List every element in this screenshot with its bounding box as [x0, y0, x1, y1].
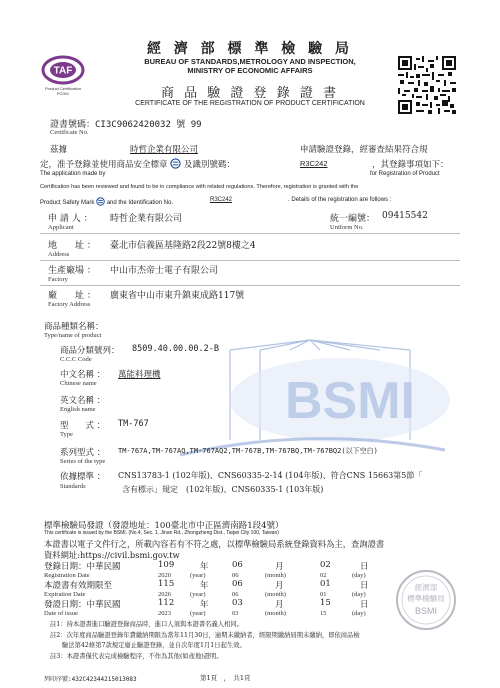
intro-en-1a: The application made by — [40, 171, 106, 177]
expiration-month-en: 06 — [232, 591, 239, 598]
issuing-office: 標準檢驗局發證（發證地址：100臺北市中正區濟南路1段4號） — [44, 521, 284, 531]
address-label: 地 址 ： — [48, 241, 96, 251]
qr-code-icon — [398, 56, 456, 114]
registration-day-en: 02 — [320, 572, 327, 579]
intro-company: 時哲企業有限公司 — [130, 145, 199, 155]
applicant-value: 時哲企業有限公司 — [110, 214, 183, 224]
day-en-label: (day) — [352, 572, 366, 579]
intro-2-text: 定，准予登錄並使用商品安全標章 — [40, 160, 168, 170]
intro-2-start — [40, 158, 235, 170]
issue-day: 15 — [320, 598, 331, 608]
year-en-label: (year) — [190, 610, 206, 617]
year-en-label: (year) — [190, 572, 206, 579]
model-en: Type — [60, 431, 73, 438]
registration-month: 06 — [232, 560, 243, 570]
print-serial-number: 列印序號:432C42344215013083 — [44, 676, 137, 683]
divider — [40, 260, 460, 261]
registration-year-en: 2020 — [158, 572, 171, 579]
issue-date-label: 發證日期：中華民國 — [44, 600, 121, 610]
month-en-label: (month) — [265, 572, 286, 579]
address-value: 臺北市信義區基隆路2段22號8樓之4 — [110, 241, 256, 251]
bsmi-seal-icon — [394, 568, 458, 632]
note-3: 註3：本證書僅代表完成檢驗程序，不作為其他(如產地)證明。 — [50, 653, 223, 660]
intro-2-text-b: 及識別號碼： — [183, 160, 235, 170]
notice-line-2: 資料網址:https://civil.bsmi.gov.tw — [44, 550, 180, 560]
ministry-name-en-2: MINISTRY OF ECONOMIC AFFAIRS — [187, 66, 313, 75]
applicant-label: 申 請 人 ： — [48, 214, 93, 224]
standards-value-2: 含有標示」規定 (102年版)、CNS60335-1 (103年版) — [122, 485, 324, 494]
ccc-label: 商品分類號列： — [60, 346, 120, 356]
uniform-value: 09415542 — [382, 211, 428, 221]
series-en: Series of the type — [60, 458, 106, 465]
expiration-day: 01 — [320, 579, 331, 589]
uniform-en: Uniform No. — [330, 224, 364, 231]
seal-text-3: BSMI — [414, 606, 438, 616]
factory-address-value: 廣東省中山市東升鎮東成路117號 — [110, 291, 245, 301]
intro-en-2: Certification has been reviewed and found to be in compliance with related regulations. Therefore, registration is granted with the — [40, 184, 359, 190]
uniform-label: 統一編號： — [330, 214, 376, 224]
registration-year-unit: 年 — [200, 562, 209, 572]
intro-en-1b: for Registration of Product — [370, 171, 440, 177]
intro-en-3d: . Details of the registration are follows : — [288, 197, 392, 203]
issue-day-en: 15 — [320, 610, 327, 617]
taf-logo-sub: Product Certification — [44, 86, 82, 91]
standards-en: Standards — [60, 483, 86, 490]
intro-1-start: 茲據 — [50, 145, 68, 155]
registration-month-en: 06 — [232, 572, 239, 579]
chinese-name-label: 中文名稱 ： — [60, 370, 106, 380]
chinese-name-en: Chinese name — [60, 380, 97, 387]
expiration-month: 06 — [232, 579, 243, 589]
expiration-date-label: 本證書有效期限至 — [44, 581, 113, 591]
year-en-label: (year) — [190, 591, 206, 598]
certificate-title-cn: 商 品 驗 證 登 錄 證 書 — [161, 86, 339, 101]
applicant-en: Applicant — [48, 224, 74, 231]
note-2b: 驗法第42條第7款規定廢止驗證登錄，並自次年度1月1日起生效。 — [62, 642, 246, 649]
factory-en: Factory — [48, 276, 68, 283]
safety-mark-small-icon — [96, 197, 105, 206]
issue-year: 112 — [158, 598, 175, 608]
registration-date-label: 登錄日期：中華民國 — [44, 562, 121, 572]
divider — [40, 285, 460, 286]
month-en-label: (month) — [265, 610, 286, 617]
english-name-en: English name — [60, 406, 96, 413]
issue-month-unit: 月 — [275, 600, 284, 610]
factory-value: 中山市杰帝士電子有限公司 — [110, 266, 219, 276]
registration-date-en: Registration Date — [44, 572, 90, 579]
notice-line-1: 本證書以電子文件行之，所載內容若有不符之處，以標準檢驗局系統登錄資料為主，查詢證書 — [44, 539, 385, 549]
series-value: TM-767A,TM-767AQ,TM-767AQ2,TM-767B,TM-767BQ,TM-767BQ2(以下空白) — [118, 447, 378, 455]
expiration-day-en: 01 — [320, 591, 327, 598]
taf-logo-text: TAF — [53, 65, 73, 77]
expiration-month-unit: 月 — [275, 581, 284, 591]
intro-2-end: ，其登錄事項如下： — [372, 160, 449, 170]
intro-en-3b: and the Identification No. — [106, 200, 174, 206]
model-label: 型 式 ： — [60, 421, 106, 431]
expiration-year: 115 — [158, 579, 175, 589]
taf-logo-code: PC001 — [56, 91, 70, 96]
ministry-name-cn: 經 濟 部 標 準 檢 驗 局 — [146, 41, 354, 57]
registration-year: 109 — [158, 560, 175, 570]
intro-en-3a: Product Safety Mark — [40, 200, 95, 206]
expiration-year-unit: 年 — [200, 581, 209, 591]
issuing-office-en: This certificate is issued by the BSMI. (No.4, Sec. 1, Jinan Rd., Zhongzheng Dist., Taipei City 100, Taiwan) — [44, 530, 279, 536]
note-2a: 註2：次年度商品驗證登錄年費繳納期限為當年11月30日，逾期未繳納者，經限期繳納屆期未繳納，即依商品檢 — [50, 632, 360, 639]
certificate-title-en: CERTIFICATE OF THE REGISTRATION OF PRODUCT CERTIFICATION — [135, 100, 365, 107]
factory-address-label: 廠 址 ： — [48, 291, 96, 301]
seal-text-2: 標準檢驗局 — [407, 594, 445, 603]
certificate-number-label: 證書號碼： — [50, 120, 96, 130]
expiration-date-en: Expiration Date — [44, 591, 86, 598]
certificate-number-en: Certificate No. — [50, 129, 89, 136]
expiration-year-en: 2026 — [158, 591, 171, 598]
month-en-label: (month) — [265, 591, 286, 598]
ministry-name-en-1: BUREAU OF STANDARDS,METROLOGY AND INSPECTION, — [144, 57, 356, 66]
chinese-name-value: 萬能料理機 — [118, 370, 161, 380]
ccc-value: 8509.40.00.00.2-B — [132, 344, 219, 354]
factory-label: 生產廠場 ： — [48, 266, 96, 276]
day-en-label: (day) — [352, 610, 366, 617]
product-type-label: 商品種類名稱： — [44, 322, 104, 332]
product-type-en: Type/name of product — [44, 332, 102, 339]
issue-month-en: 03 — [232, 610, 239, 617]
issue-year-unit: 年 — [200, 600, 209, 610]
intro-1-end: 申請驗證登錄，經審查結果符合規 — [300, 145, 428, 155]
issue-day-unit: 日 — [360, 600, 369, 610]
ccc-en: C.C.C Code — [60, 356, 92, 363]
page-indicator: 第1頁 ， 共1頁 — [200, 674, 251, 682]
issue-date-en: Date of issue — [44, 610, 78, 617]
issue-year-en: 2023 — [158, 610, 171, 617]
identification-code: R3C242 — [300, 159, 328, 168]
certificate-number-value: CI3C9062420032 號 99 — [95, 120, 202, 130]
series-label: 系列型式 ： — [60, 448, 106, 458]
note-1: 註1：持本證書進口驗證登錄商品時，進口人須與本證書名義人相同。 — [50, 621, 243, 628]
standards-value-1: CNS13783-1 (102年版)、CNS60335-2-14 (104年版)、符合CNS 15663第5節「 — [118, 471, 423, 480]
seal-text-1: 經濟部 — [414, 583, 438, 592]
divider — [40, 233, 460, 234]
registration-month-unit: 月 — [275, 562, 284, 572]
issue-month: 03 — [232, 598, 243, 608]
standards-label: 依據標準 ： — [60, 472, 106, 482]
intro-en-3c: R3C242 — [210, 197, 233, 203]
address-en: Address — [48, 251, 70, 258]
intro-en-3 — [40, 197, 173, 206]
safety-mark-icon — [170, 158, 181, 169]
factory-address-en: Factory Address — [48, 301, 91, 308]
english-name-label: 英文名稱 ： — [60, 396, 106, 406]
bsmi-watermark-text: BSMI — [285, 372, 415, 430]
expiration-day-unit: 日 — [360, 581, 369, 591]
day-en-label: (day) — [352, 591, 366, 598]
registration-day-unit: 日 — [360, 562, 369, 572]
registration-day: 02 — [320, 560, 331, 570]
model-value: TM-767 — [118, 419, 149, 429]
